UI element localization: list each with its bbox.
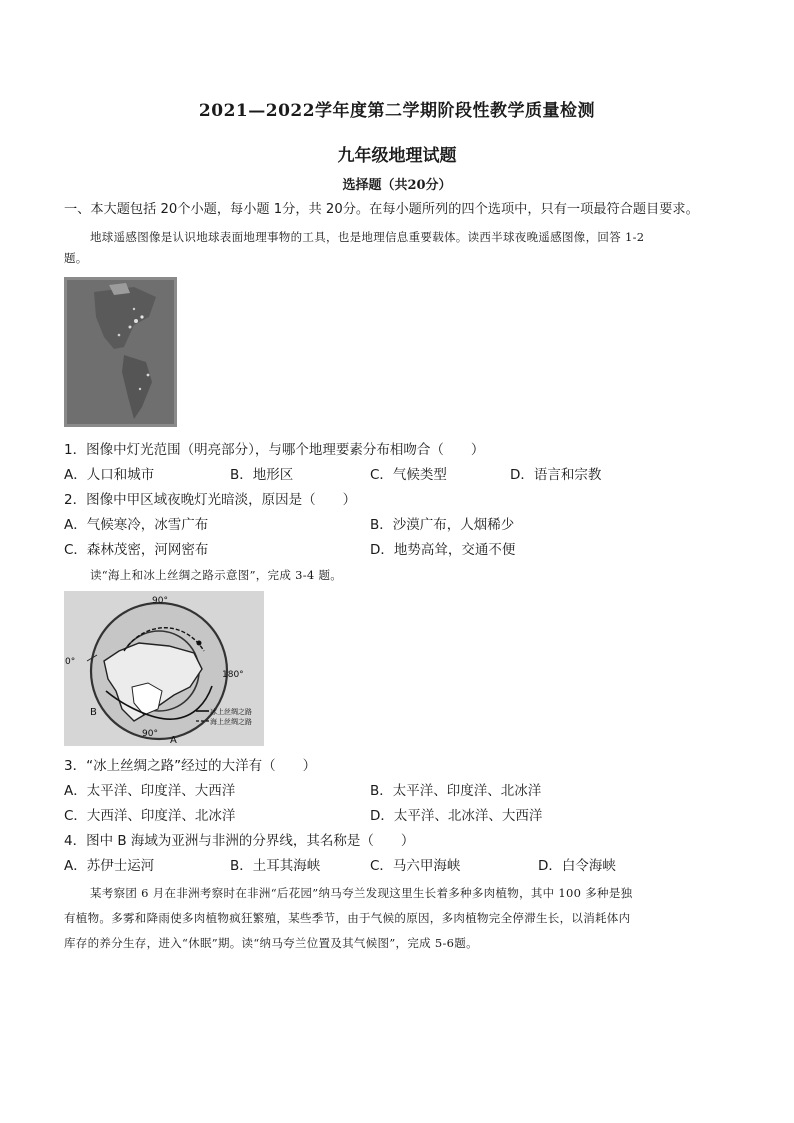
map-label-90-bottom: 90° [142, 729, 158, 739]
exam-title: 2021—2022学年度第二学期阶段性教学质量检测 [198, 101, 596, 121]
map-label-180: 180° [222, 670, 244, 680]
map-legend-ice: 冰上丝绸之路 [210, 708, 252, 716]
q1-stem: 1．图像中灯光范围（明亮部分），与哪个地理要素分布相吻合（ ） [64, 442, 485, 458]
intro1-line2: 题。 [64, 251, 88, 265]
q3-stem: 3．“冰上丝绸之路”经过的大洋有（ ） [64, 758, 317, 774]
q2-option-b[interactable]: B．沙漠广布，人烟稀少 [370, 517, 515, 533]
intro3-line2: 有植物。多雾和降雨使多肉植物疯狂繁殖，某些季节，由于气候的原因，多肉植物完全停滞生长，以消耗体内 [64, 911, 631, 925]
silk-road-map [64, 591, 264, 746]
q2-option-a[interactable]: A．气候寒冷，冰雪广布 [64, 517, 209, 533]
map-label-0: 0° [65, 657, 76, 667]
q2-option-d[interactable]: D．地势高耸，交通不便 [370, 542, 516, 558]
q2-stem: 2．图像中甲区域夜晚灯光暗淡，原因是（ ） [64, 492, 357, 508]
q3-option-a[interactable]: A．太平洋、印度洋、大西洋 [64, 783, 236, 799]
map-legend-sea: 海上丝绸之路 [210, 718, 252, 726]
night-satellite-image [64, 277, 177, 427]
q2-option-c[interactable]: C．森林茂密，河网密布 [64, 542, 209, 558]
map-label-a: A [170, 735, 177, 746]
exam-subtitle: 九年级地理试题 [337, 146, 457, 166]
q4-option-b[interactable]: B．土耳其海峡 [230, 858, 321, 874]
q1-option-c[interactable]: C．气候类型 [370, 467, 447, 483]
section-heading: 选择题（共20分） [342, 178, 452, 193]
q4-stem: 4．图中 B 海域为亚洲与非洲的分界线，其名称是（ ） [64, 833, 415, 849]
q1-option-d[interactable]: D．语言和宗教 [510, 467, 602, 483]
q1-option-a[interactable]: A．人口和城市 [64, 467, 155, 483]
q4-option-a[interactable]: A．苏伊士运河 [64, 858, 155, 874]
map-label-90-top: 90° [152, 596, 168, 606]
q1-option-b[interactable]: B．地形区 [230, 467, 294, 483]
q4-option-c[interactable]: C．马六甲海峡 [370, 858, 461, 874]
map-label-b: B [90, 707, 97, 718]
intro3-line3: 库存的养分生存，进入“休眠”期。读“纳马夸兰位置及其气候图”，完成 5-6题。 [64, 936, 478, 950]
q4-option-d[interactable]: D．白令海峡 [538, 858, 616, 874]
intro2-line1: 读“海上和冰上丝绸之路示意图”，完成 3-4 题。 [90, 568, 343, 582]
q3-option-b[interactable]: B．太平洋、印度洋、北冰洋 [370, 783, 542, 799]
intro3-line1: 某考察团 6 月在非洲考察时在非洲“后花园”纳马夸兰发现这里生长着多种多肉植物，其中 100 多种是独 [90, 886, 633, 900]
intro1-line1: 地球遥感图像是认识地球表面地理事物的工具，也是地理信息重要载体。读西半球夜晚遥感图像，回答 1-2 [90, 230, 645, 244]
q3-option-c[interactable]: C．大西洋、印度洋、北冰洋 [64, 808, 236, 824]
q3-option-d[interactable]: D．太平洋、北冰洋、大西洋 [370, 808, 543, 824]
instructions-text: 一、本大题包括 20个小题，每小题 1分，共 20分。在每小题所列的四个选项中，只有一项最符合题目要求。 [64, 202, 699, 217]
